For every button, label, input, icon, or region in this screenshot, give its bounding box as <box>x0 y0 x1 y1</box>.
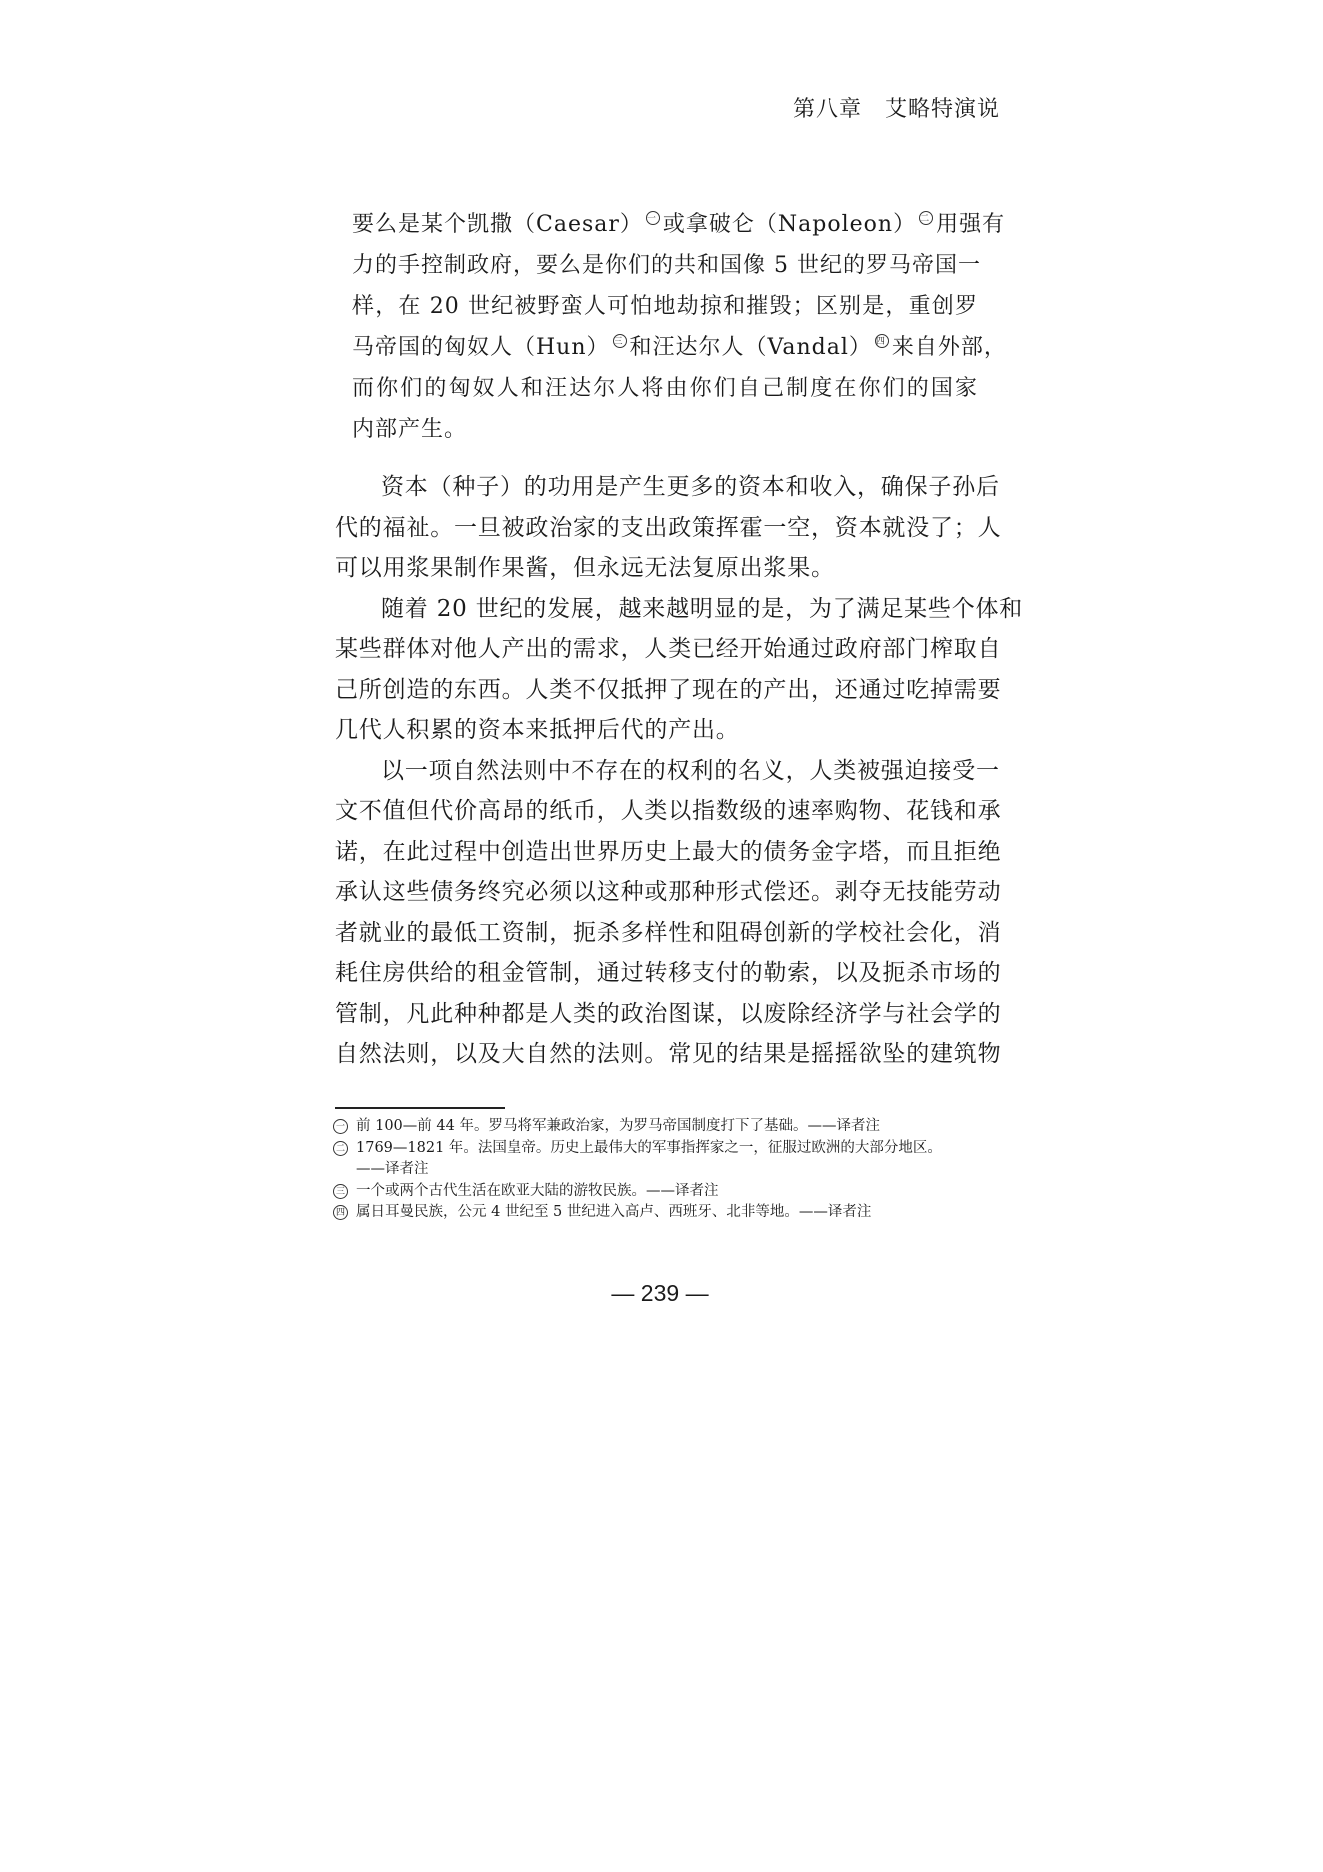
paragraph-3-line: 承认这些债务终究必须以这种或那种形式偿还。剥夺无技能劳动 <box>335 879 1002 905</box>
footnote-text: 前 100—前 44 年。罗马将军兼政治家，为罗马帝国制度打下了基础。——译者注 <box>356 1118 880 1134</box>
footnote-mark: 三 <box>333 1184 348 1199</box>
paragraph-2-line: 己所创造的东西。人类不仅抵押了现在的产出，还通过吃掉需要 <box>335 676 1002 703</box>
paragraph-1-line: 资本（种子）的功用是产生更多的资本和收入，确保子孙后 <box>381 474 1000 500</box>
quote-line <box>352 327 1007 368</box>
quote-text: 马帝国的匈奴人（Hun） <box>352 335 610 360</box>
quote-line: 样，在 20 世纪被野蛮人可怕地劫掠和摧毁；区别是，重创罗 <box>352 294 978 319</box>
paragraph-3-line: 耗住房供给的租金管制，通过转移支付的勒索，以及扼杀市场的 <box>335 960 1002 986</box>
paragraph-2-line: 随着 20 世纪的发展，越来越明显的是，为了满足某些个体和 <box>381 595 1024 622</box>
paragraph-1-line: 代的福祉。一旦被政治家的支出政策挥霍一空，资本就没了；人 <box>335 514 1002 541</box>
footnote-text: 1769—1821 年。法国皇帝。历史上最伟大的军事指挥家之一，征服过欧洲的大部分地区。 <box>356 1139 942 1156</box>
quote-text: 或拿破仑（Napoleon） <box>662 212 917 237</box>
footnotes <box>333 1116 1013 1224</box>
quote-line <box>352 204 1006 245</box>
quote-line: 而你们的匈奴人和汪达尔人将由你们自己制度在你们的国家 <box>352 376 978 401</box>
paragraph-3-line: 以一项自然法则中不存在的权利的名义，人类被强迫接受一 <box>381 757 1000 784</box>
paragraph-3-line: 者就业的最低工资制，扼杀多样性和阻碍创新的学校社会化，消 <box>335 919 1002 946</box>
footnote-mark: 二 <box>333 1141 348 1156</box>
body-text <box>335 467 1024 1075</box>
running-head: 第八章 艾略特演说 <box>792 97 1000 122</box>
quote-text: 和汪达尔人（Vandal） <box>629 335 872 360</box>
footnote-mark: 四 <box>333 1205 348 1220</box>
footnote-text: 属日耳曼民族，公元 4 世纪至 5 世纪进入高卢、西班牙、北非等地。——译者注 <box>356 1204 872 1220</box>
footnote-ref-3[interactable]: 三 <box>613 334 627 348</box>
paragraph-3-line: 文不值但代价高昂的纸币，人类以指数级的速率购物、花钱和承 <box>335 798 1002 824</box>
quote-line: 力的手控制政府，要么是你们的共和国像 5 世纪的罗马帝国一 <box>352 253 981 278</box>
quote-text: 用强有 <box>936 212 1006 237</box>
footnote-ref-4[interactable]: 四 <box>875 334 889 348</box>
footnote-2 <box>333 1138 1013 1160</box>
footnote-1 <box>333 1116 1013 1138</box>
paragraph-2-line: 某些群体对他人产出的需求，人类已经开始通过政府部门榨取自 <box>335 636 1002 662</box>
footnote-mark: 一 <box>333 1119 348 1134</box>
paragraph-2-line: 几代人积累的资本来抵押后代的产出。 <box>335 717 740 743</box>
footnote-ref-2[interactable]: 二 <box>919 211 933 225</box>
footnote-2-continuation: ——译者注 <box>356 1161 429 1177</box>
footnote-4 <box>333 1202 1013 1224</box>
page-number: — 239 — <box>611 1280 709 1306</box>
paragraph-3-line: 诺，在此过程中创造出世界历史上最大的债务金字塔，而且拒绝 <box>335 838 1002 865</box>
block-quote <box>352 204 1007 450</box>
paragraph-3-line: 管制，凡此种种都是人类的政治图谋，以废除经济学与社会学的 <box>335 1000 1002 1027</box>
footnote-3 <box>333 1181 1013 1203</box>
paragraph-1-line: 可以用浆果制作果酱，但永远无法复原出浆果。 <box>335 555 835 581</box>
quote-line: 内部产生。 <box>352 417 468 442</box>
footnote-text: 一个或两个古代生活在欧亚大陆的游牧民族。——译者注 <box>356 1182 719 1199</box>
quote-text: 要么是某个凯撒（Caesar） <box>352 212 643 237</box>
footnote-divider <box>335 1107 505 1109</box>
paragraph-3-line: 自然法则，以及大自然的法则。常见的结果是摇摇欲坠的建筑物 <box>335 1041 1002 1067</box>
quote-text: 来自外部， <box>891 335 1007 360</box>
footnote-ref-1[interactable]: 一 <box>646 211 660 225</box>
